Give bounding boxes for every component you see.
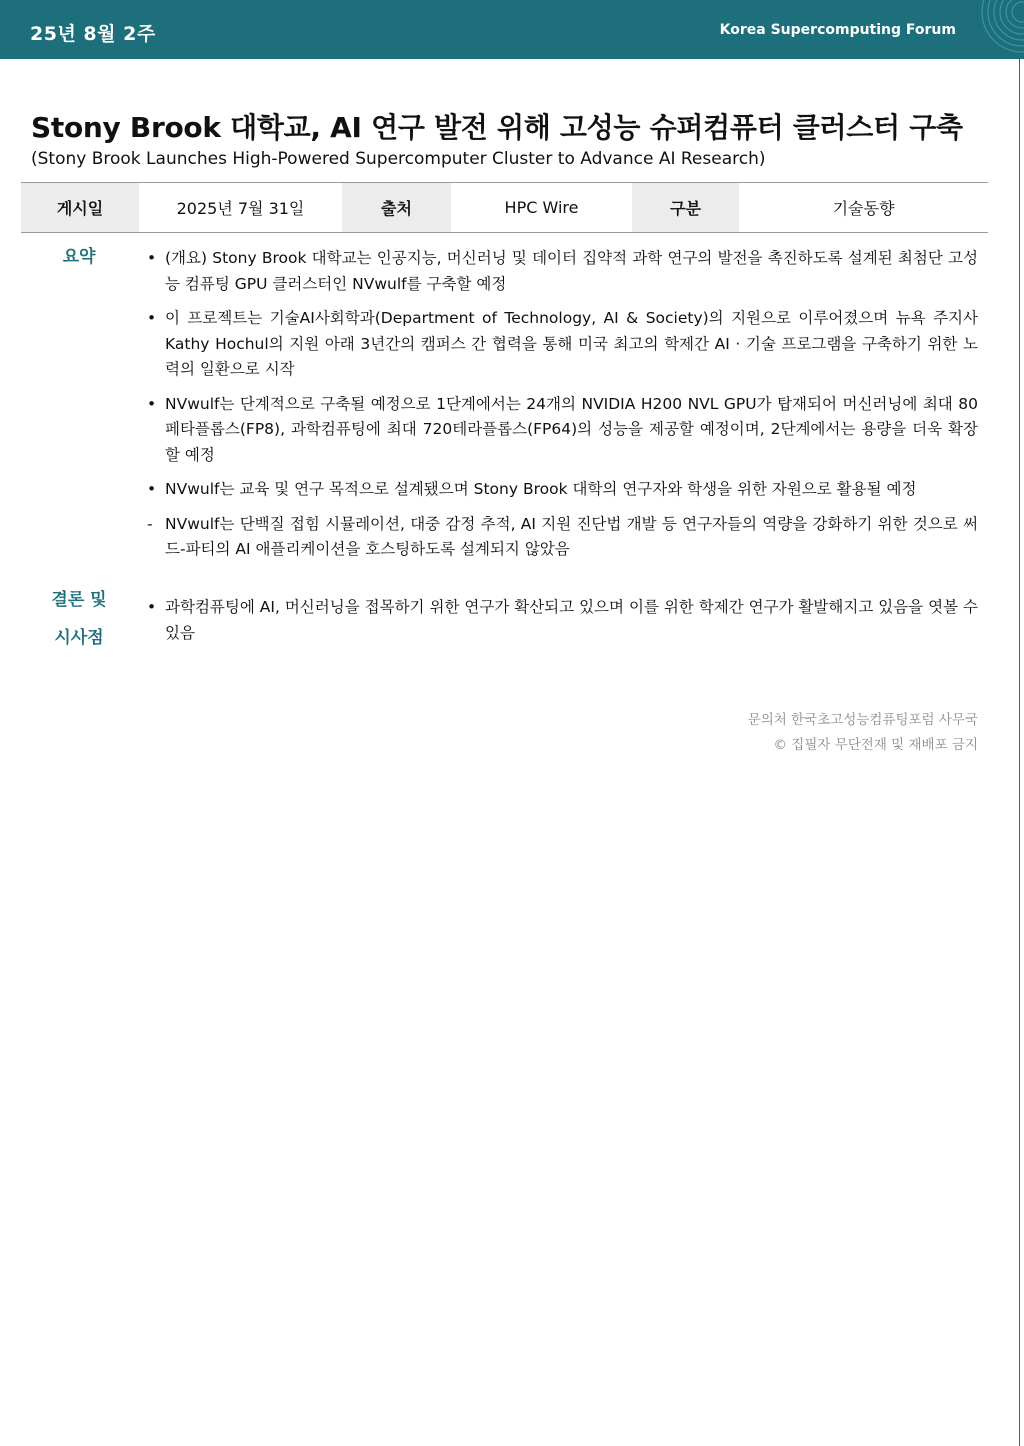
conclusion-content xyxy=(147,595,978,655)
summary-bullet xyxy=(147,477,978,503)
bullet-marker: • xyxy=(147,249,157,267)
summary-bullet-text: (개요) Stony Brook 대학교는 인공지능, 머신러닝 및 데이터 집약적 과학 연구의 발전을 촉진하도록 설계된 최첨단 고성능 컴퓨팅 GPU 클러스터인 NVwulf를 구축할 예정 xyxy=(165,249,978,293)
category-value: 기술동향 xyxy=(832,199,895,218)
bullet-marker: • xyxy=(147,480,157,498)
summary-content xyxy=(147,246,978,563)
info-table xyxy=(21,182,988,233)
footer-copyright: © 집필자 무단전재 및 재배포 금지 xyxy=(773,737,978,753)
summary-bullet xyxy=(147,392,978,469)
summary-bullet xyxy=(147,246,978,297)
summary-bullet xyxy=(147,306,978,383)
posted-value: 2025년 7월 31일 xyxy=(176,199,305,218)
summary-bullet-text: NVwulf는 단계적으로 구축될 예정으로 1단계에서는 24개의 NVIDIA H200 NVL GPU가 탑재되어 머신러닝에 최대 80페타플롭스(FP8), 과학컴퓨팅에 최대 720테라플롭스(FP64)의 성능을 제공할 예정이며, 2단계에서는 용량을 더욱 확장할 예정 xyxy=(165,394,978,464)
article-subtitle: (Stony Brook Launches High-Powered Supercomputer Cluster to Advance AI Research) xyxy=(31,149,766,169)
conclusion-label xyxy=(29,581,129,657)
category-label: 구분 xyxy=(632,183,739,232)
conclusion-label-line1: 결론 및 xyxy=(51,590,107,610)
conclusion-bullet xyxy=(147,595,978,646)
header-bar xyxy=(0,0,1024,59)
footer xyxy=(748,708,978,758)
dash-marker: - xyxy=(147,514,153,533)
summary-bullet-text: 이 프로젝트는 기술AI사회학과(Department of Technology, AI & Society)의 지원으로 이루어졌으며 뉴욕 주지사 Kathy Hochul의 지원 아래 3년간의 캠퍼스 간 협력을 통해 미국 최고의 학제간 AI · 기술 프로그램을 구축하기 위한 노력의 일환으로 시작 xyxy=(165,309,978,378)
source-label: 출처 xyxy=(342,183,451,232)
summary-label: 요약 xyxy=(62,247,96,267)
summary-bullet-text: NVwulf는 교육 및 연구 목적으로 설계됐으며 Stony Brook 대학의 연구자와 학생을 위한 자원으로 활용될 예정 xyxy=(165,480,917,498)
summary-sub-item-text: NVwulf는 단백질 접힘 시뮬레이션, 대중 감정 추적, AI 지원 진단법 개발 등 연구자들의 역량을 강화하기 위한 것으로 써드-파티의 AI 애플리케이션을 호스팅하도록 설계되지 않았음 xyxy=(165,514,978,558)
conclusion-bullet-text: 과학컴퓨팅에 AI, 머신러닝을 접목하기 위한 연구가 확산되고 있으며 이를 위한 학제간 연구가 활발해지고 있음을 엿볼 수 있음 xyxy=(165,598,978,642)
source-value: HPC Wire xyxy=(504,198,579,217)
footer-contact: 문의처 한국초고성능컴퓨팅포럼 사무국 xyxy=(747,712,978,728)
swirl-logo-icon xyxy=(964,0,1024,59)
week-label: 25년 8월 2주 xyxy=(30,23,156,45)
bullet-marker: • xyxy=(147,394,157,413)
conclusion-label-line2: 시사점 xyxy=(54,628,104,648)
bullet-marker: • xyxy=(147,598,157,616)
article-title: Stony Brook 대학교, AI 연구 발전 위해 고성능 슈퍼컴퓨터 클러스터 구축 xyxy=(31,111,963,144)
forum-name: Korea Supercomputing Forum xyxy=(719,22,956,38)
summary-sub-item xyxy=(147,512,978,563)
posted-label: 게시일 xyxy=(21,183,139,232)
page-right-border xyxy=(1019,59,1020,1446)
bullet-marker: • xyxy=(147,309,157,327)
